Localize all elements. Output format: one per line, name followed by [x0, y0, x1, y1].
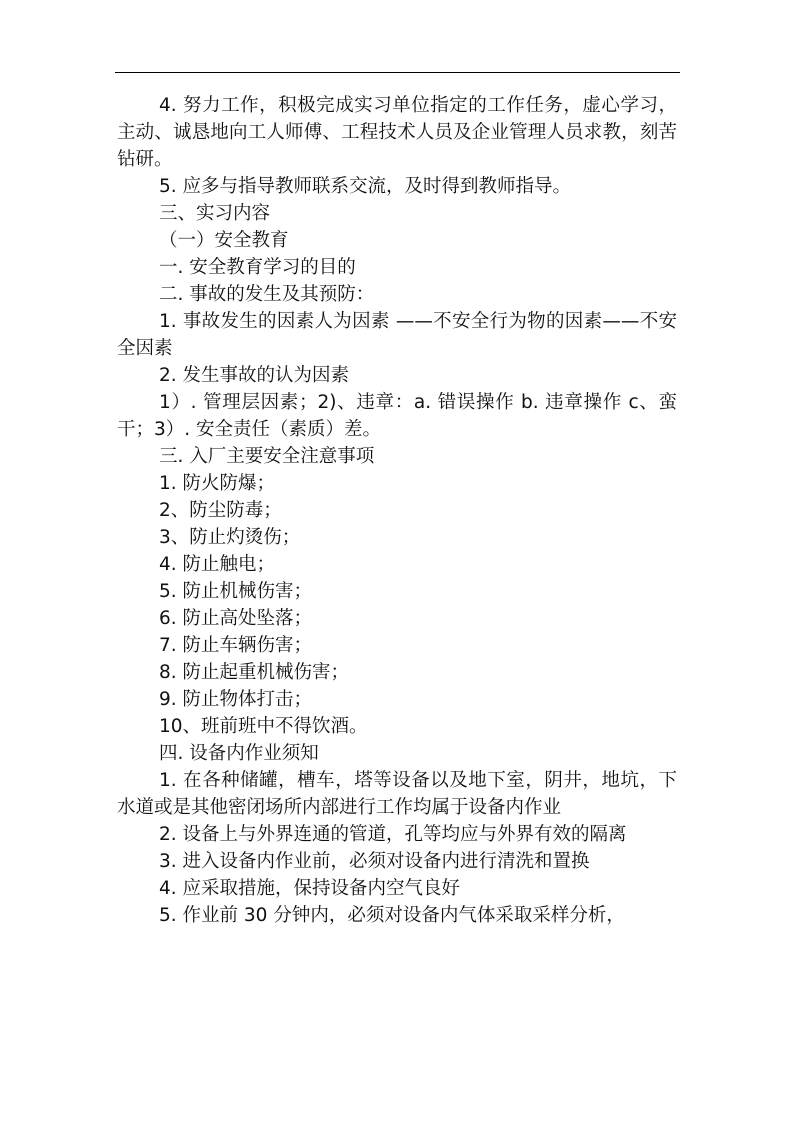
- paragraph: 二. 事故的发生及其预防：: [159, 284, 375, 305]
- subsection-heading: （一）安全教育: [159, 230, 289, 251]
- list-item: 10、班前班中不得饮酒。: [159, 716, 368, 737]
- list-item: 8. 防止起重机械伤害；: [159, 662, 350, 683]
- list-item: 5. 防止机械伤害；: [159, 581, 313, 602]
- list-item: 4. 防止触电；: [159, 554, 276, 575]
- list-item: 2、防尘防毒；: [159, 500, 282, 521]
- paragraph: 1）. 管理层因素；2)、违章：a. 错误操作 b. 违章操作 c、蛮干；3）. 安全责任（素质）差。: [117, 392, 677, 440]
- paragraph: 三. 入厂主要安全注意事项: [159, 446, 375, 467]
- list-item: 6. 防止高处坠落；: [159, 608, 313, 629]
- paragraph: 2. 发生事故的认为因素: [159, 365, 350, 386]
- paragraph: 5. 作业前 30 分钟内，必须对设备内气体采取采样分析，: [159, 905, 625, 926]
- paragraph: 2. 设备上与外界连通的管道，孔等均应与外界有效的隔离: [159, 824, 627, 845]
- document-body: [117, 92, 677, 929]
- paragraph: 4. 应采取措施，保持设备内空气良好: [159, 878, 461, 899]
- list-item: 3、防止灼烫伤；: [159, 527, 301, 548]
- list-item: 9. 防止物体打击；: [159, 689, 313, 710]
- paragraph: 1. 事故发生的因素人为因素 ——不安全行为物的因素——不安全因素: [117, 311, 677, 359]
- paragraph: 一. 安全教育学习的目的: [159, 257, 356, 278]
- header-rule: [115, 72, 680, 73]
- section-heading: 三、实习内容: [159, 203, 271, 224]
- paragraph: 5. 应多与指导教师联系交流，及时得到教师指导。: [159, 176, 572, 197]
- list-item: 1. 防火防爆；: [159, 473, 276, 494]
- paragraph: 1. 在各种储罐，槽车，塔等设备以及地下室，阴井，地坑，下水道或是其他密闭场所内部进行工作均属于设备内作业: [117, 770, 677, 818]
- paragraph: 3. 进入设备内作业前，必须对设备内进行清洗和置换: [159, 851, 590, 872]
- list-item: 7. 防止车辆伤害；: [159, 635, 313, 656]
- paragraph: 四. 设备内作业须知: [159, 743, 319, 764]
- paragraph: 4. 努力工作，积极完成实习单位指定的工作任务，虚心学习，主动、诚恳地向工人师傅、工程技术人员及企业管理人员求教，刻苦钻研。: [117, 95, 677, 170]
